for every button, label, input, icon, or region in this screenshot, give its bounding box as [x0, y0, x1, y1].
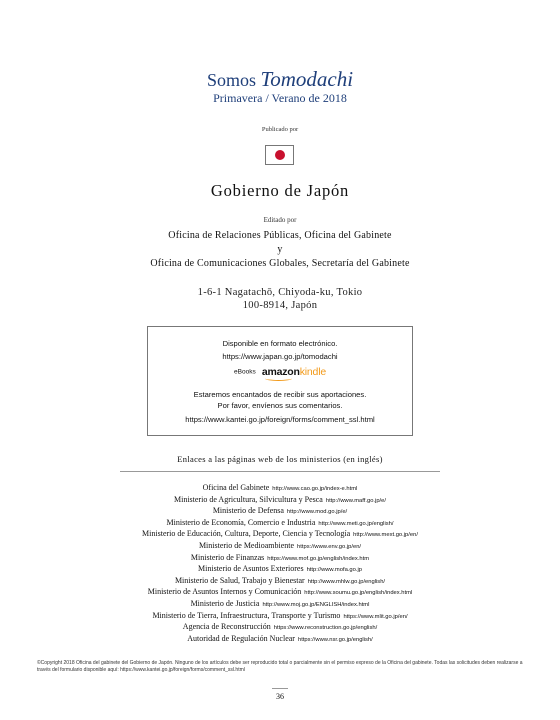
feedback-line-1: Estaremos encantados de recibir sus aportaciones.	[193, 390, 367, 399]
list-item	[0, 561, 560, 573]
ministry-url-link[interactable]: http://www.meti.go.jp/english/	[318, 520, 394, 527]
ministry-name: Ministerio de Medioambiente	[198, 540, 295, 550]
ministry-name: Ministerio de Asuntos Internos y Comunicación	[147, 587, 302, 597]
ministry-url-link[interactable]: http://www.maff.go.jp/e/	[325, 497, 386, 504]
amazon-smile-icon	[265, 376, 292, 381]
ministry-name: Ministerio de Economía, Comercio e Industria	[166, 517, 316, 527]
digital-url-link[interactable]: https://www.japan.go.jp/tomodachi	[222, 352, 338, 361]
address-line-2: 100-8914, Japón	[242, 300, 318, 311]
digital-note: Disponible en formato electrónico.	[222, 339, 338, 348]
feedback-url-link[interactable]: https://www.kantei.go.jp/foreign/forms/comment_ssl.html	[185, 415, 375, 424]
issue-season: Primavera / Verano de 2018	[213, 91, 347, 105]
ministry-url-link[interactable]: http://www.mext.go.jp/en/	[353, 532, 418, 539]
list-item	[0, 550, 560, 562]
ministry-name: Autoridad de Regulación Nuclear	[187, 633, 295, 643]
feedback-line-2: Por favor, envíenos sus comentarios.	[217, 401, 343, 410]
list-item	[0, 573, 560, 585]
magazine-title	[0, 67, 560, 92]
title-italic: Tomodachi	[260, 67, 354, 91]
copyright-notice: ©Copyright 2018 Oficina del gabinete del Gobierno de Japón. Ninguno de los artículos debe ser reproducido total o parcialmente sin el permiso expreso de la Oficina del gabinete. Todas las solicitudes deben realizarse a través del formulario disponible aquí: https://www.kantei.go.jp/foreign/forms/comment_ssl.html	[37, 660, 523, 673]
address-line-1: 1-6-1 Nagatachō, Chiyoda-ku, Tokio	[197, 287, 363, 298]
list-item	[0, 596, 560, 608]
ministry-name: Ministerio de Justicia	[190, 598, 260, 608]
ministry-url-link[interactable]: https://www.reconstruction.go.jp/english/	[273, 625, 378, 632]
info-box	[147, 326, 413, 436]
office-1: Oficina de Relaciones Públicas, Oficina del Gabinete	[168, 230, 392, 241]
amazon-kindle-logo[interactable]	[262, 366, 326, 378]
ebooks-label: eBooks	[234, 368, 256, 376]
list-item	[0, 480, 560, 492]
ministry-url-link[interactable]: http://www.cao.go.jp/index-e.html	[272, 486, 358, 492]
list-item	[0, 515, 560, 527]
ministry-url-link[interactable]: https://www.env.go.jp/en/	[297, 543, 362, 550]
ministry-links-list	[0, 480, 560, 642]
ministry-name: Ministerio de Finanzas	[190, 552, 265, 562]
published-by-label: Publicado por	[261, 126, 299, 133]
ministry-url-link[interactable]: https://www.mof.go.jp/english/index.htm	[267, 555, 370, 562]
edited-by-label: Editado por	[263, 216, 297, 224]
ministry-url-link[interactable]: http://www.mofa.go.jp	[306, 567, 362, 574]
office-2: Oficina de Comunicaciones Globales, Secretaría del Gabinete	[150, 258, 410, 269]
ministry-name: Agencia de Reconstrucción	[182, 622, 271, 632]
ministry-name: Ministerio de Educación, Cultura, Deporte, Ciencia y Tecnología	[142, 529, 351, 539]
divider	[120, 471, 440, 472]
office-conjunction: y	[277, 244, 283, 255]
ministry-url-link[interactable]: http://www.mod.go.jp/e/	[286, 509, 348, 516]
ministry-name: Oficina del Gabinete	[202, 483, 270, 492]
ministry-url-link[interactable]: http://www.moj.go.jp/ENGLISH/index.html	[262, 601, 370, 608]
links-heading: Enlaces a las páginas web de los ministerios (en inglés)	[177, 454, 383, 464]
list-item	[0, 608, 560, 620]
page-number-rule	[272, 688, 288, 689]
ministry-url-link[interactable]: http://www.soumu.go.jp/english/index.html	[304, 590, 413, 597]
flag-sun	[275, 150, 285, 160]
ministry-url-link[interactable]: https://www.nsr.go.jp/english/	[297, 636, 373, 643]
amazon-word: amazon	[261, 366, 300, 378]
ministry-url-link[interactable]: https://www.mlit.go.jp/en/	[343, 613, 408, 620]
ministry-name: Ministerio de Agricultura, Silvicultura y Pesca	[173, 494, 323, 504]
ministry-name: Ministerio de Defensa	[212, 506, 284, 516]
ministry-name: Ministerio de Asuntos Exteriores	[198, 564, 304, 574]
list-item	[0, 631, 560, 643]
list-item	[0, 584, 560, 596]
list-item	[0, 492, 560, 504]
publisher-name: Gobierno de Japón	[210, 181, 350, 200]
ministry-name: Ministerio de Tierra, Infraestructura, Transporte y Turismo	[152, 610, 341, 620]
page-number: 36	[276, 692, 284, 701]
list-item	[0, 538, 560, 550]
ministry-name: Ministerio de Salud, Trabajo y Bienestar	[174, 575, 305, 585]
kindle-word: kindle	[299, 366, 326, 378]
list-item	[0, 526, 560, 538]
ministry-url-link[interactable]: http://www.mhlw.go.jp/english/	[307, 578, 386, 585]
ebooks-row	[148, 366, 412, 378]
title-prefix: Somos	[206, 70, 256, 90]
list-item	[0, 503, 560, 515]
list-item	[0, 619, 560, 631]
japan-flag-icon	[265, 145, 294, 165]
